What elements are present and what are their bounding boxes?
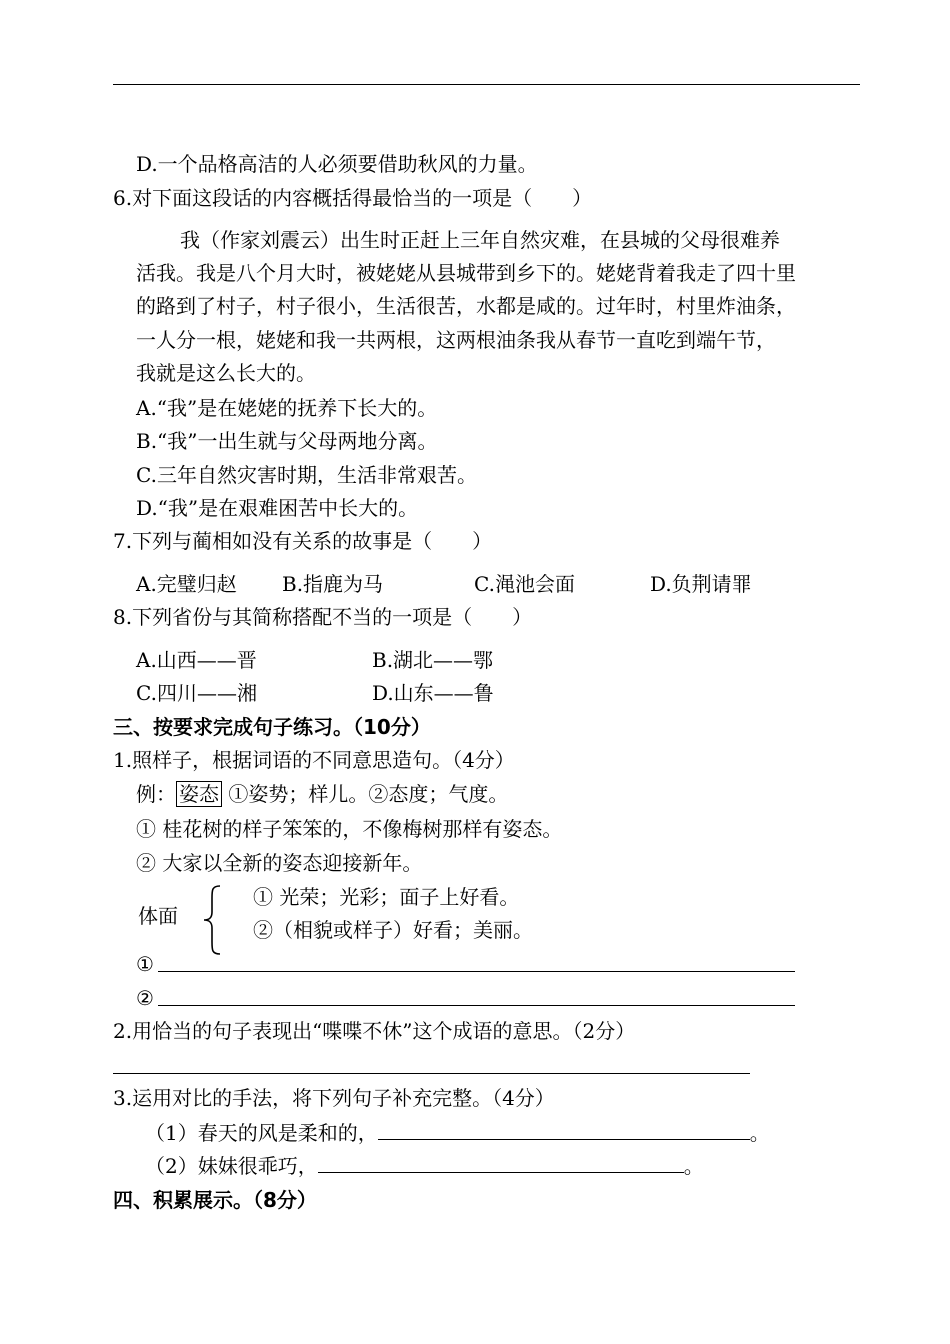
s3q3-item-2 xyxy=(145,1152,704,1180)
answer-label-1: ① xyxy=(136,952,154,976)
example-sentence-1: ① 桂花树的样子笨笨的，不像梅树那样有姿态。 xyxy=(136,817,563,841)
example-sentence-2: ② 大家以全新的姿态迎接新年。 xyxy=(136,851,423,875)
q8-question: 8.下列省份与其简称搭配不当的一项是（ ） xyxy=(113,605,533,629)
item2-blank[interactable] xyxy=(318,1152,684,1173)
q7-option-b: B.指鹿为马 xyxy=(282,572,384,596)
answer-label-2: ② xyxy=(136,986,154,1010)
example-prefix: 例： xyxy=(136,782,176,806)
q7-option-a: A.完璧归赵 xyxy=(136,572,237,596)
s3q1-question: 1.照样子，根据词语的不同意思造句。（4分） xyxy=(113,748,515,772)
s3q2-answer-line[interactable] xyxy=(113,1073,750,1074)
s3q1-example xyxy=(136,780,508,808)
s3q3-item-1 xyxy=(145,1119,770,1147)
header-rule xyxy=(113,84,860,85)
q7-option-c: C.渑池会面 xyxy=(474,572,575,596)
item2-prefix: （2）妹妹很乖巧， xyxy=(145,1154,318,1178)
curly-brace-icon xyxy=(200,884,224,956)
example-word-box: 姿态 xyxy=(176,781,222,807)
q6-passage-line-5: 我就是这么长大的。 xyxy=(136,361,316,385)
section4-heading: 四、积累展示。（8分） xyxy=(113,1188,317,1212)
section3-heading: 三、按要求完成句子练习。（10分） xyxy=(113,715,431,739)
q7-question: 7.下列与蔺相如没有关系的故事是（ ） xyxy=(113,529,493,553)
item1-blank[interactable] xyxy=(378,1119,750,1140)
q7-option-d: D.负荆请罪 xyxy=(650,572,752,596)
q8-option-c: C.四川——湘 xyxy=(136,681,257,705)
q6-passage-line-1: 我（作家刘震云）出生时正赶上三年自然灾难，在县城的父母很难养 xyxy=(180,228,780,252)
answer-line-1[interactable] xyxy=(158,971,795,972)
word-meaning-1: ① 光荣；光彩；面子上好看。 xyxy=(253,885,520,909)
q6-passage-line-4: 一人分一根，姥姥和我一共两根，这两根油条我从春节一直吃到端午节， xyxy=(136,328,776,352)
q5-option-d: D.一个品格高洁的人必须要借助秋风的力量。 xyxy=(136,152,538,176)
s3q3-question: 3.运用对比的手法，将下列句子补充完整。（4分） xyxy=(113,1086,555,1110)
q6-passage-line-3: 的路到了村子，村子很小，生活很苦，水都是咸的。过年时，村里炸油条， xyxy=(136,294,796,318)
example-meanings: ①姿势；样儿。②态度；气度。 xyxy=(228,782,509,806)
s3q2-question: 2.用恰当的句子表现出“喋喋不休”这个成语的意思。（2分） xyxy=(113,1019,636,1043)
item1-prefix: （1）春天的风是柔和的， xyxy=(145,1121,378,1145)
q6-option-b: B.“我”一出生就与父母两地分离。 xyxy=(136,429,438,453)
word-meaning-2: ②（相貌或样子）好看；美丽。 xyxy=(253,918,533,942)
q6-passage-line-2: 活我。我是八个月大时，被姥姥从县城带到乡下的。姥姥背着我走了四十里 xyxy=(136,261,796,285)
item2-suffix: 。 xyxy=(683,1154,704,1178)
q6-option-d: D.“我”是在艰难困苦中长大的。 xyxy=(136,496,419,520)
target-word: 体面 xyxy=(138,904,178,928)
q6-option-a: A.“我”是在姥姥的抚养下长大的。 xyxy=(136,396,438,420)
q8-option-d: D.山东——鲁 xyxy=(372,681,494,705)
q6-question: 6.对下面这段话的内容概括得最恰当的一项是（ ） xyxy=(113,186,593,210)
answer-line-2[interactable] xyxy=(158,1005,795,1006)
item1-suffix: 。 xyxy=(749,1121,770,1145)
q6-option-c: C.三年自然灾害时期，生活非常艰苦。 xyxy=(136,463,477,487)
q8-option-a: A.山西——晋 xyxy=(136,648,257,672)
q8-option-b: B.湖北——鄂 xyxy=(372,648,494,672)
